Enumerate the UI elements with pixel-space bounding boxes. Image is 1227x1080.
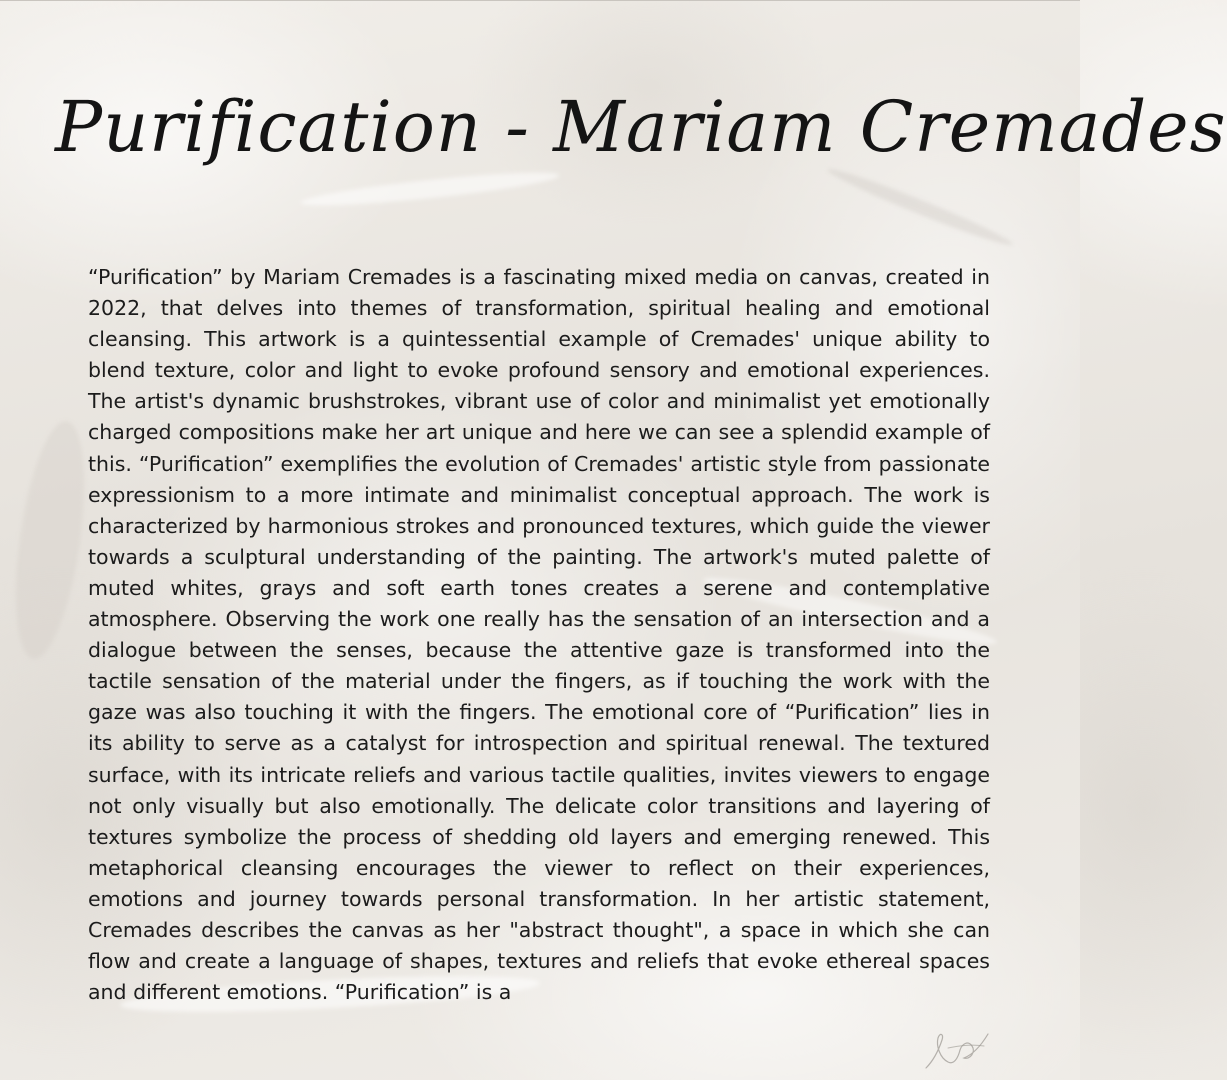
top-border (0, 0, 1080, 1)
page-title: Purification - Mariam Cremades (55, 86, 1227, 168)
article-body: “Purification” by Mariam Cremades is a fascinating mixed media on canvas, created in 2022, that delves into themes of transformation, spiritual healing and emotional cleansing. This artwork is a quintessential example of Cremades' unique ability to blend texture, color and light to evoke profound sensory and emotional experiences. The artist's dynamic brushstrokes, vibrant use of color and minimalist yet emotionally charged compositions make her art unique and here we can see a splendid example of this. “Purification” exemplifies the evolution of Cremades' artistic style from passionate expressionism to a more intimate and minimalist conceptual approach. The work is characterized by harmonious strokes and pronounced textures, which guide the viewer towards a sculptural understanding of the painting. The artwork's muted palette of muted whites, grays and soft earth tones creates a serene and contemplative atmosphere. Observing the work one really has the sensation of an intersection and a dialogue between the senses, because the attentive gaze is transformed into the tactile sensation of the material under the fingers, as if touching the work with the gaze was also touching it with the fingers. The emotional core of “Purification” lies in its ability to serve as a catalyst for introspection and spiritual renewal. The textured surface, with its intricate reliefs and various tactile qualities, invites viewers to engage not only visually but also emotionally. The delicate color transitions and layering of textures symbolize the process of shedding old layers and emerging renewed. This metaphorical cleansing encourages the viewer to reflect on their experiences, emotions and journey towards personal transformation. In her artistic statement, Cremades describes the canvas as her "abstract thought", a space in which she can flow and create a language of shapes, textures and reliefs that evoke ethereal spaces and different emotions. “Purification” is a (88, 265, 990, 1005)
canvas-texture-stroke (4, 417, 97, 663)
signature-mark-icon (918, 1018, 998, 1074)
